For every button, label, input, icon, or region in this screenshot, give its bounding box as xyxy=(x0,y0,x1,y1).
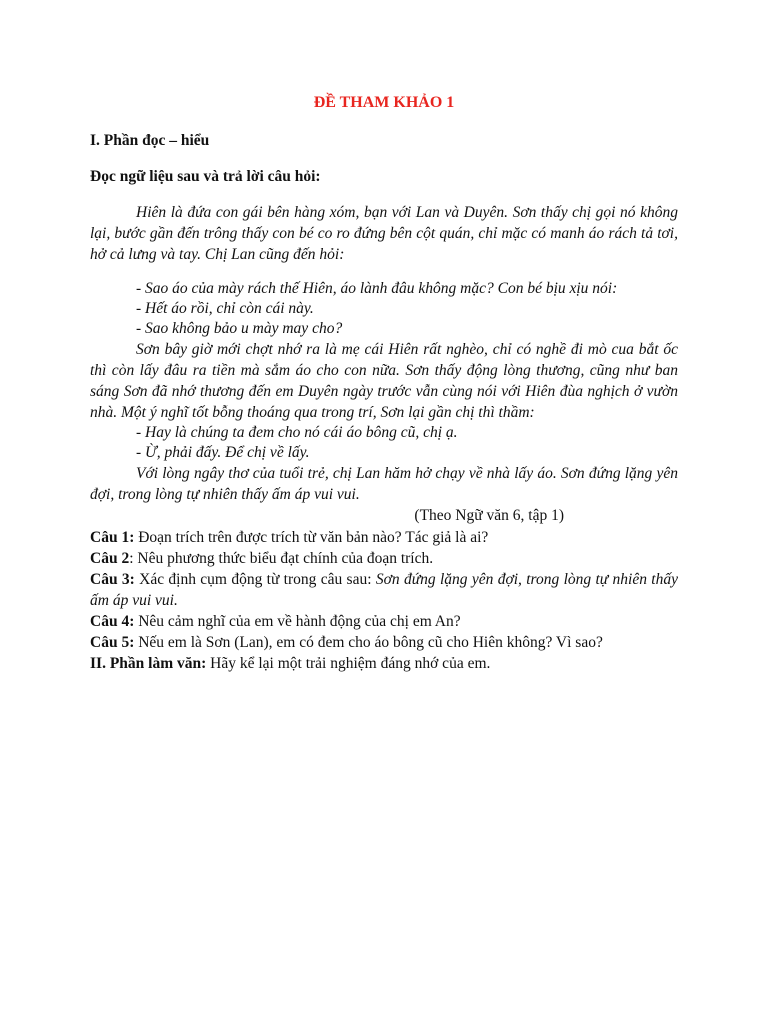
part1-heading: I. Phần đọc – hiểu xyxy=(90,132,210,149)
question-2-text: : Nêu phương thức biểu đạt chính của đoạn trích. xyxy=(129,550,434,567)
question-2-label: Câu 2 xyxy=(90,550,130,567)
question-1 xyxy=(90,527,678,548)
question-3-label: Câu 3: xyxy=(90,571,135,588)
passage-intro: Hiên là đứa con gái bên hàng xóm, bạn với Lan và Duyên. Sơn thấy chị gọi nó không lại, bước gần đến trông thấy con bé co ro đứng bên cột quán, chỉ mặc có manh áo rách tả tơi, hở cả lưng và tay. Chị Lan cũng đến hỏi: xyxy=(90,204,678,263)
question-4 xyxy=(90,611,678,632)
reading-instruction: Đọc ngữ liệu sau và trả lời câu hỏi: xyxy=(90,168,321,185)
passage-dialogue-5: - Ừ, phải đấy. Để chị về lấy. xyxy=(136,444,310,461)
question-5 xyxy=(90,632,678,653)
part2-text: Hãy kể lại một trải nghiệm đáng nhớ của em. xyxy=(206,655,491,672)
question-3-quote: Sơn đứng lặng yên đợi, trong lòng tự nhiên thấy ấm áp vui vui. xyxy=(90,571,678,609)
question-3 xyxy=(90,569,678,611)
passage-dialogue-2: - Hết áo rồi, chỉ còn cái này. xyxy=(136,300,314,317)
question-1-text: Đoạn trích trên được trích từ văn bản nào? Tác giả là ai? xyxy=(134,529,489,546)
question-4-text: Nêu cảm nghĩ của em về hành động của chị em An? xyxy=(134,613,461,630)
passage-narration-1: Sơn bây giờ mới chợt nhớ ra là mẹ cái Hiên rất nghèo, chỉ có nghề đi mò cua bắt ốc thì còn lấy đâu ra tiền mà sắm áo cho con nữa. Sơn thấy động lòng thương, cũng như ban sáng Sơn đã nhớ thương đến em Duyên ngày trước vẫn cùng nói với Hiên đùa nghịch ở vườn nhà. Một ý nghĩ tốt bỗng thoáng qua trong trí, Sơn lại gần chị thì thầm: xyxy=(90,341,678,421)
document-title: ĐỀ THAM KHẢO 1 xyxy=(313,94,455,111)
question-5-text: Nếu em là Sơn (Lan), em có đem cho áo bông cũ cho Hiên không? Vì sao? xyxy=(134,634,603,651)
question-1-label: Câu 1: xyxy=(90,529,135,546)
passage-dialogue-1: - Sao áo của mày rách thế Hiên, áo lành đâu không mặc? Con bé bịu xịu nói: xyxy=(136,280,618,297)
question-3-text: Xác định cụm động từ trong câu sau: xyxy=(134,571,376,588)
passage-narration-2: Với lòng ngây thơ của tuổi trẻ, chị Lan hăm hở chạy về nhà lấy áo. Sơn đứng lặng yên đợi, trong lòng tự nhiên thấy ấm áp vui vui. xyxy=(90,465,678,503)
question-5-label: Câu 5: xyxy=(90,634,135,651)
passage-dialogue-4: - Hay là chúng ta đem cho nó cái áo bông cũ, chị ạ. xyxy=(136,424,458,441)
passage-dialogue-3: - Sao không bảo u mày may cho? xyxy=(136,320,343,337)
question-4-label: Câu 4: xyxy=(90,613,135,630)
question-2 xyxy=(90,548,678,569)
part2-writing xyxy=(90,653,678,674)
document-page xyxy=(90,92,678,674)
part2-label: II. Phần làm văn: xyxy=(90,655,207,672)
passage-source: (Theo Ngữ văn 6, tập 1) xyxy=(414,507,564,524)
